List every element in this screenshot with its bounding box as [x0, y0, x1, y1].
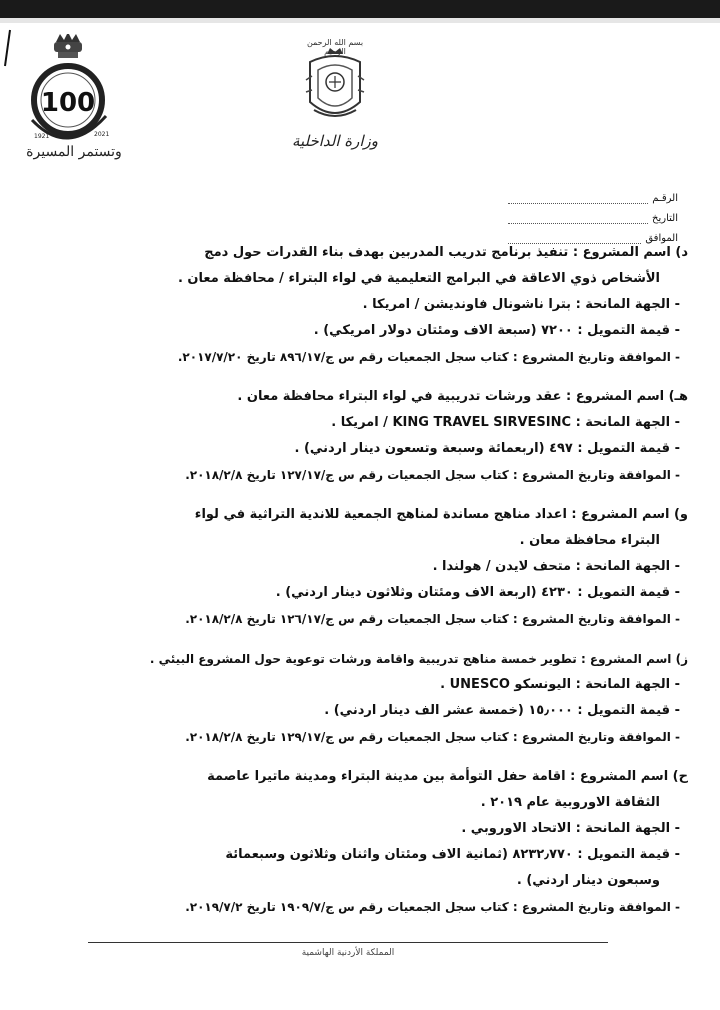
project-title: ح) اسم المشروع : اقامة حفل التوأمة بين مدينة البتراء ومدينة ماتيرا عاصمة: [207, 769, 688, 784]
reference-date-field: [508, 204, 678, 224]
project-funding-cont: وسبعون دينار اردني) .: [516, 873, 660, 888]
project-approval: - الموافقة وتاريخ المشروع : كتاب سجل الجمعيات رقم س ج/١٢٧/١٧ تاريخ ٢٠١٨/٢/٨.: [185, 468, 680, 482]
project-title: ز) اسم المشروع : تطوير خمسة مناهج تدريبية واقامة ورشات توعوية حول المشروع البيئي .: [149, 652, 688, 666]
centenary-year-start: 1921: [34, 133, 50, 140]
project-section-h: [32, 384, 688, 488]
project-donor: - الجهة المانحة : KING TRAVEL SIRVESINC / امريكا .: [331, 415, 680, 430]
centenary-year-end: 2021: [94, 131, 110, 138]
project-section-z: [32, 646, 688, 750]
project-approval: - الموافقة وتاريخ المشروع : كتاب سجل الجمعيات رقم س ج/١٢٩/١٧ تاريخ ٢٠١٨/٢/٨.: [185, 730, 680, 744]
centenary-slogan: وتستمر المسيرة: [26, 144, 122, 160]
reference-hijri-label: الموافق: [645, 233, 678, 244]
project-section-d: [32, 240, 688, 370]
project-funding: - قيمة التمويل : ٤٢٣٠ (اربعة الاف ومئتان وثلاثون دينار اردني) .: [275, 585, 680, 600]
project-funding: - قيمة التمويل : ١٥٫٠٠٠ (خمسة عشر الف دينار اردني) .: [324, 703, 680, 718]
ministry-name: وزارة الداخلية: [291, 132, 379, 150]
project-approval: - الموافقة وتاريخ المشروع : كتاب سجل الجمعيات رقم س ج/١٩٠٩/٧ تاريخ ٢٠١٩/٧/٢.: [185, 900, 680, 914]
project-section-w: [32, 502, 688, 632]
corner-pen-mark: [2, 28, 12, 68]
top-border-bar: [0, 0, 720, 18]
project-funding: - قيمة التمويل : ٧٢٠٠ (سبعة الاف ومئتان دولار امريكي) .: [313, 323, 680, 338]
project-title: هـ) اسم المشروع : عقد ورشات تدريبية في لواء البتراء محافظة معان .: [237, 389, 688, 404]
project-title-cont: الأشخاص ذوي الاعاقة في البرامج التعليمية في لواء البتراء / محافظة معان .: [177, 271, 660, 286]
footer-text: المملكة الأردنية الهاشمية: [301, 948, 395, 958]
project-donor: - الجهة المانحة : متحف لايدن / هولندا .: [432, 559, 680, 574]
project-title: و) اسم المشروع : اعداد مناهج مساندة لمناهج الجمعية للاندية التراثية في لواء: [194, 507, 688, 522]
reference-number-field: [508, 184, 678, 204]
project-donor: - الجهة المانحة : بترا ناشونال فاونديشن / امريكا .: [362, 297, 680, 312]
centenary-number: 100: [40, 88, 96, 118]
project-approval: - الموافقة وتاريخ المشروع : كتاب سجل الجمعيات رقم س ج/٨٩٦/١٧ تاريخ ٢٠١٧/٧/٢٠.: [177, 350, 680, 364]
project-title-cont: الثقافة الاوروبية عام ٢٠١٩ .: [480, 795, 660, 810]
reference-number-label: الرقـم: [652, 193, 678, 204]
project-donor: - الجهة المانحة : الاتحاد الاوروبي .: [461, 821, 680, 836]
footer-divider: [88, 942, 608, 943]
reference-fields: [508, 184, 678, 244]
coat-of-arms-emblem: [300, 40, 370, 128]
crown-icon: [54, 34, 82, 58]
project-funding: - قيمة التمويل : ٨٢٣٢٫٧٧٠ (ثمانية الاف ومئتان واثنان وثلاثون وسبعمائة: [225, 847, 680, 862]
document-body: [32, 240, 688, 934]
top-border-shadow: [0, 18, 720, 23]
project-funding: - قيمة التمويل : ٤٩٧ (اربعمائة وسبعة وتسعون دينار اردني) .: [294, 441, 680, 456]
project-section-ha: [32, 764, 688, 920]
basmala: بسم الله الرحمن الرحيم: [306, 38, 364, 56]
project-donor: - الجهة المانحة : اليونسكو UNESCO .: [440, 677, 680, 692]
project-title-cont: البتراء محافظة معان .: [519, 533, 660, 548]
project-approval: - الموافقة وتاريخ المشروع : كتاب سجل الجمعيات رقم س ج/١٢٦/١٧ تاريخ ٢٠١٨/٢/٨.: [185, 612, 680, 626]
reference-date-label: التاريخ: [652, 213, 678, 224]
project-title: د) اسم المشروع : تنفيذ برنامج تدريب المدربين بهدف بناء القدرات حول دمج: [204, 245, 688, 260]
